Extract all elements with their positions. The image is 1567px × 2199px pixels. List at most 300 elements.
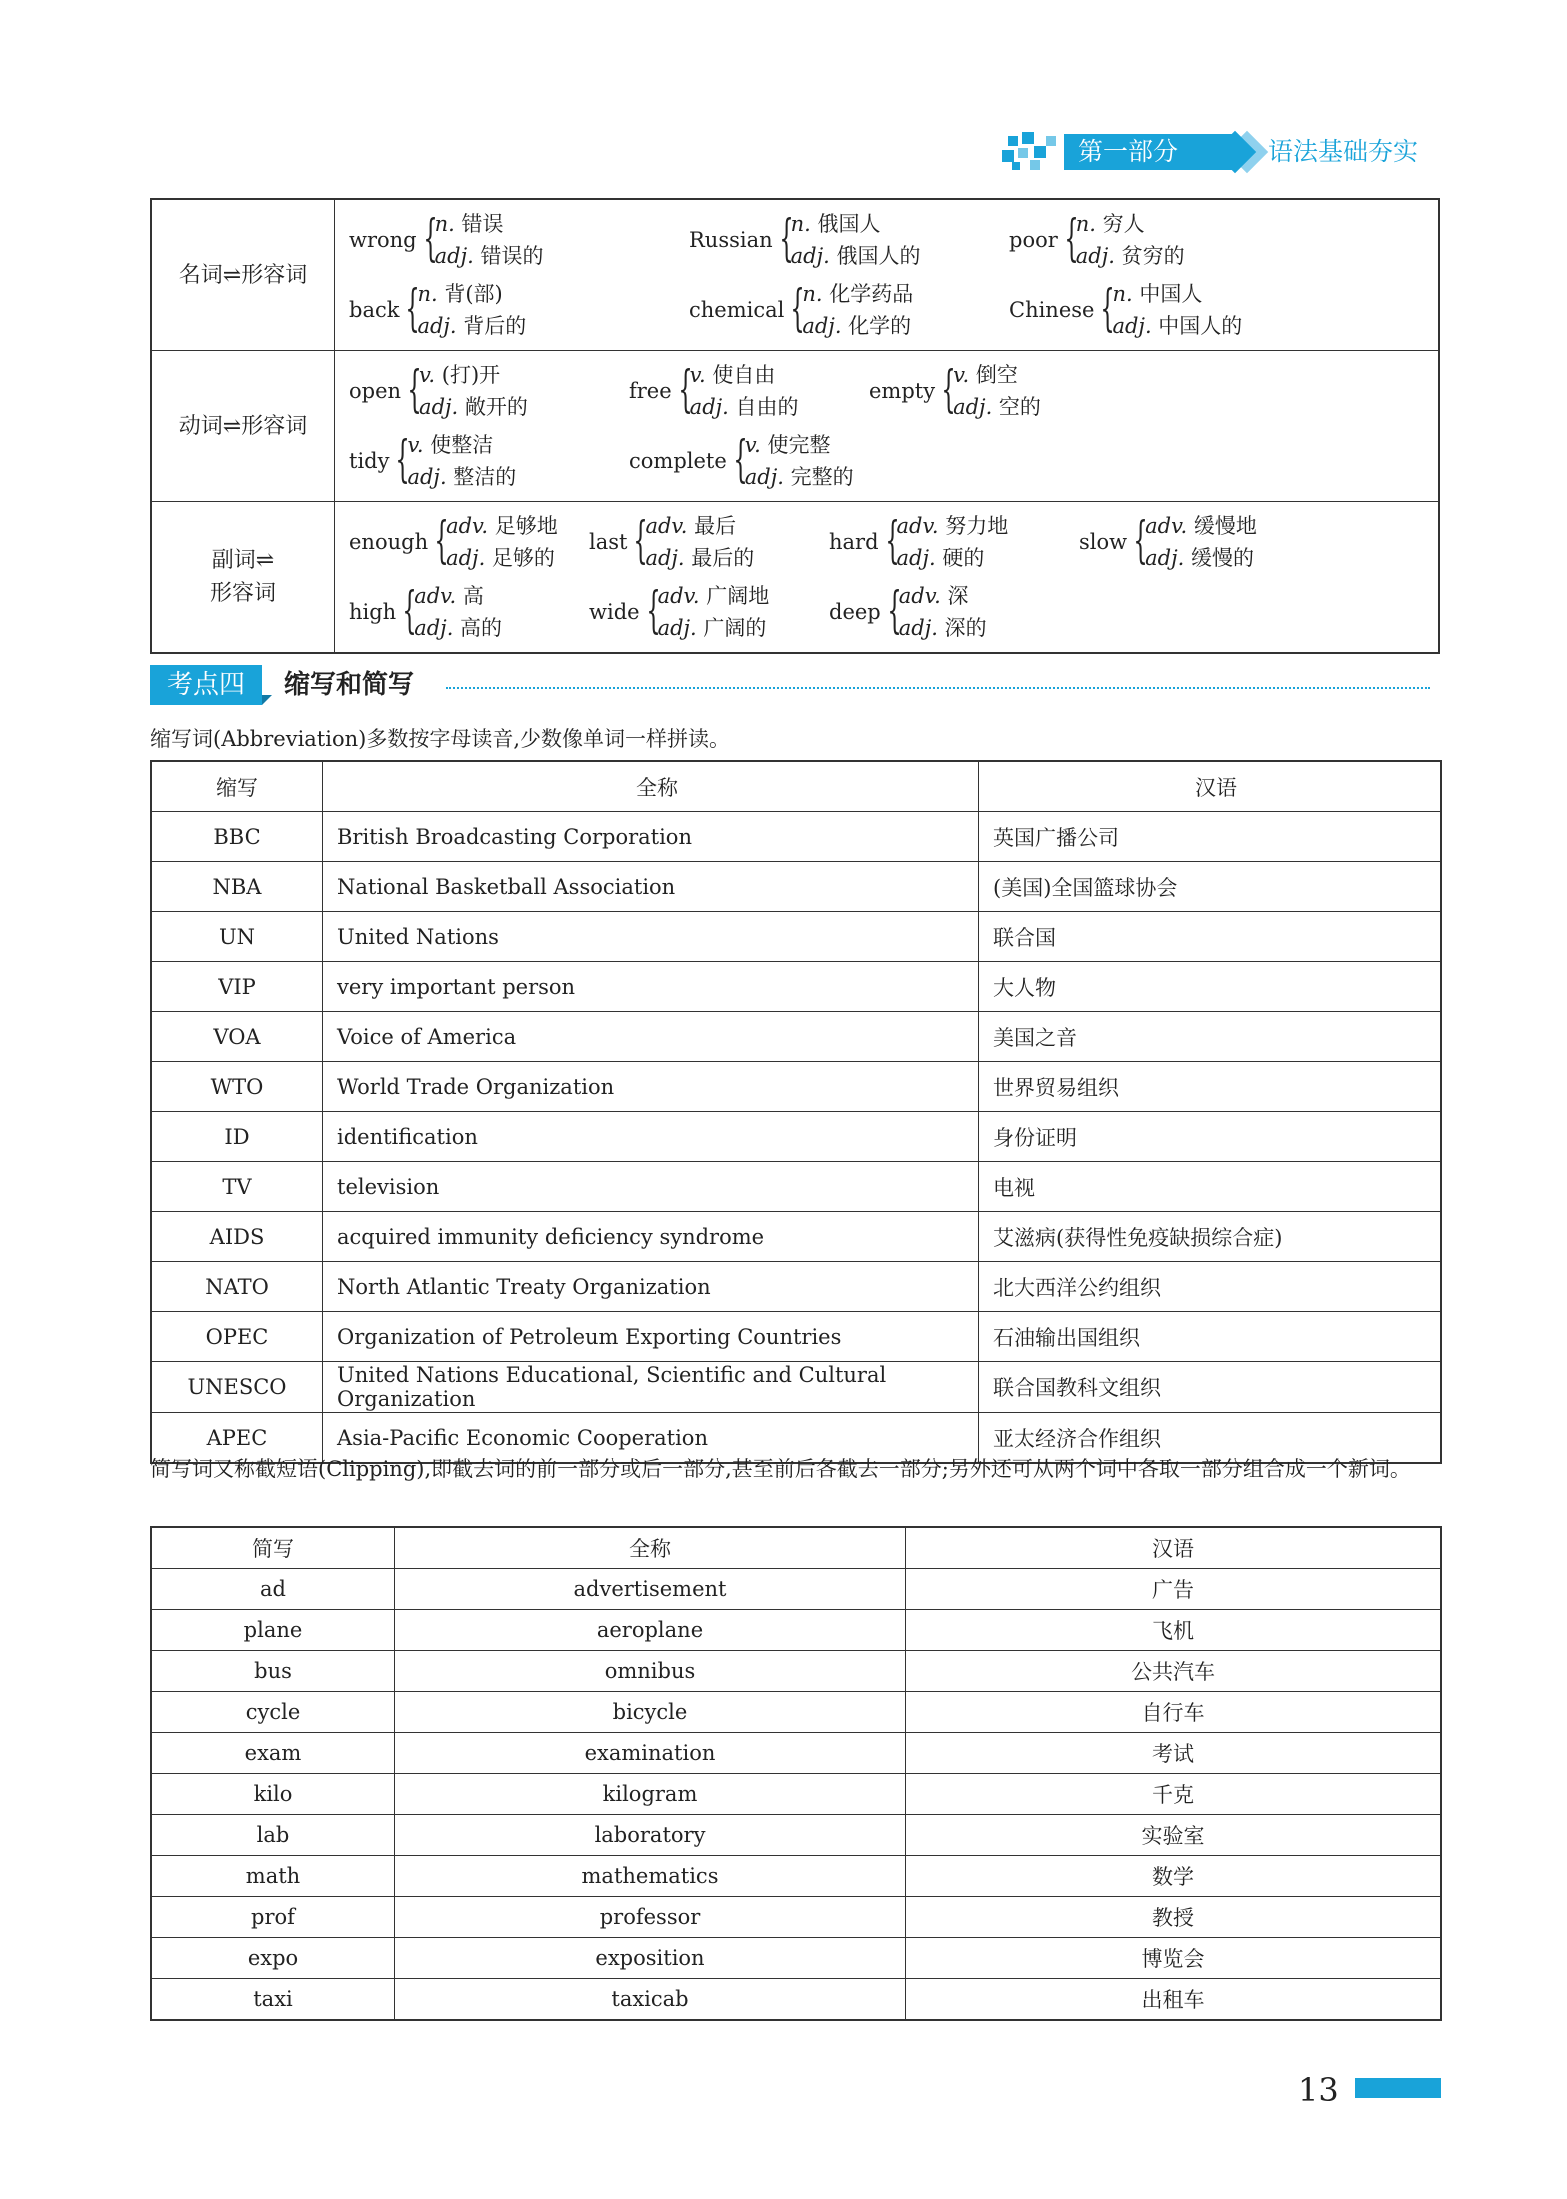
- definition-line: [658, 612, 770, 644]
- table-row: [151, 1262, 1441, 1312]
- meaning: 足够地: [488, 514, 558, 538]
- entry-grid: [349, 359, 1438, 493]
- abbreviation-table: [150, 760, 1442, 1464]
- brace-icon: {: [1133, 511, 1148, 569]
- meaning: 整洁的: [446, 465, 517, 489]
- table-row: [151, 1651, 1441, 1692]
- word-conversion-table: [150, 198, 1440, 654]
- table-cell: United Nations Educational, Scientific and Cultural Organization: [323, 1362, 979, 1413]
- table-cell: BBC: [151, 812, 323, 862]
- meaning: 中国人: [1132, 282, 1203, 306]
- definitions: [407, 429, 516, 493]
- brace-icon: {: [733, 430, 748, 488]
- definitions: [802, 278, 913, 342]
- column-header: 简写: [151, 1527, 395, 1569]
- table-cell: aeroplane: [395, 1610, 906, 1651]
- definition-line: [1076, 208, 1185, 240]
- headword: deep: [829, 600, 881, 624]
- table-cell: UN: [151, 912, 323, 962]
- definition-line: [435, 240, 544, 272]
- table-cell: 千克: [906, 1774, 1442, 1815]
- headword: hard: [829, 530, 879, 554]
- definitions: [791, 208, 921, 272]
- part-of-speech: v.: [744, 433, 761, 457]
- definitions: [899, 580, 987, 644]
- meaning: 缓慢地: [1187, 514, 1257, 538]
- part-of-speech: adv.: [414, 584, 457, 608]
- meaning: 完整的: [783, 465, 854, 489]
- headword: poor: [1009, 228, 1058, 252]
- table-cell: TV: [151, 1162, 323, 1212]
- brace-icon: {: [423, 209, 438, 267]
- headword: wide: [589, 600, 640, 624]
- section-badge: 考点四: [150, 665, 262, 705]
- definitions: [745, 429, 854, 493]
- abbreviation-intro: 缩写词(Abbreviation)多数按字母读音,少数像单词一样拼读。: [150, 727, 731, 751]
- table-cell: 艾滋病(获得性免疫缺损综合症): [979, 1212, 1442, 1262]
- meaning: 使自由: [705, 363, 776, 387]
- part-of-speech: v.: [407, 433, 424, 457]
- table-cell: math: [151, 1856, 395, 1897]
- part-of-speech: adj.: [407, 465, 447, 489]
- section-title: 缩写和简写: [284, 670, 415, 700]
- table-cell: mathematics: [395, 1856, 906, 1897]
- brace-icon: {: [407, 360, 422, 418]
- word-entry: [349, 580, 589, 644]
- table-cell: bicycle: [395, 1692, 906, 1733]
- definitions: [658, 580, 770, 644]
- word-entry: [689, 278, 1009, 342]
- table-cell: 公共汽车: [906, 1651, 1442, 1692]
- table-cell: 美国之音: [979, 1012, 1442, 1062]
- table-cell: APEC: [151, 1413, 323, 1464]
- table-cell: 实验室: [906, 1815, 1442, 1856]
- definitions: [446, 510, 558, 574]
- table-row: [151, 1733, 1441, 1774]
- headword: Russian: [689, 228, 773, 252]
- meaning: 贫穷的: [1114, 244, 1185, 268]
- brace-icon: {: [1100, 279, 1116, 337]
- meaning: 缓慢的: [1184, 546, 1254, 570]
- part-subtitle: 语法基础夯实: [1268, 137, 1419, 166]
- definition-line: [899, 580, 987, 612]
- brace-icon: {: [887, 581, 902, 639]
- brace-icon: {: [633, 511, 649, 569]
- definition-line: [435, 208, 544, 240]
- definitions: [1076, 208, 1185, 272]
- definitions: [953, 359, 1041, 423]
- definition-line: [658, 580, 770, 612]
- meaning: 化学药品: [822, 282, 914, 306]
- table-row: [151, 962, 1441, 1012]
- headword: free: [629, 379, 672, 403]
- meaning: 高的: [453, 616, 503, 640]
- definitions: [435, 208, 544, 272]
- word-entry: [829, 510, 1079, 574]
- definition-line: [417, 278, 526, 310]
- table-row: [151, 812, 1441, 862]
- part-of-speech: adj.: [896, 546, 936, 570]
- table-cell: ad: [151, 1569, 395, 1610]
- table-cell: North Atlantic Treaty Organization: [323, 1262, 979, 1312]
- table-cell: kilo: [151, 1774, 395, 1815]
- part-of-speech: adj.: [417, 314, 457, 338]
- meaning: 最后的: [684, 546, 755, 570]
- part-of-speech: adj.: [645, 546, 685, 570]
- clipping-intro: 简写词又称截短语(Clipping),即截去词的前一部分或后一部分,甚至前后各截去一部分;另外还可从两个词中各取一部分组合成一个新词。: [150, 1457, 1411, 1481]
- definitions: [419, 359, 528, 423]
- word-entry: [1079, 510, 1339, 574]
- table-row: [151, 1815, 1441, 1856]
- table-cell: 石油输出国组织: [979, 1312, 1442, 1362]
- meaning: 深: [940, 584, 969, 608]
- meaning: 硬的: [935, 546, 985, 570]
- meaning: 错误: [454, 212, 504, 236]
- definition-line: [414, 612, 502, 644]
- definition-line: [802, 310, 913, 342]
- part-of-speech: adj.: [689, 395, 729, 419]
- conversion-entries: [335, 351, 1440, 502]
- table-cell: kilogram: [395, 1774, 906, 1815]
- part-of-speech: adv.: [446, 514, 489, 538]
- definition-line: [419, 391, 528, 423]
- definition-line: [1145, 510, 1257, 542]
- definition-line: [446, 542, 558, 574]
- definition-line: [791, 208, 921, 240]
- definition-line: [1145, 542, 1257, 574]
- table-cell: lab: [151, 1815, 395, 1856]
- table-row: [151, 1162, 1441, 1212]
- definition-line: [745, 429, 854, 461]
- entry-grid: [349, 510, 1438, 644]
- headword: slow: [1079, 530, 1128, 554]
- definition-line: [407, 461, 516, 493]
- table-row: [151, 912, 1441, 962]
- table-cell: Asia-Pacific Economic Cooperation: [323, 1413, 979, 1464]
- conversion-entries: [335, 199, 1440, 351]
- pixel-logo-icon: [1000, 132, 1070, 172]
- table-header-row: [151, 761, 1441, 812]
- headword: Chinese: [1009, 298, 1095, 322]
- definition-line: [417, 310, 526, 342]
- table-cell: bus: [151, 1651, 395, 1692]
- definition-line: [745, 461, 854, 493]
- part-of-speech: adj.: [953, 395, 993, 419]
- part-of-speech: adj.: [446, 546, 486, 570]
- headword: chemical: [689, 298, 785, 322]
- word-entry: [349, 208, 689, 272]
- meaning: 自由的: [728, 395, 799, 419]
- word-entry: [349, 510, 589, 574]
- definition-line: [802, 278, 913, 310]
- category-label: 名词⇌形容词: [151, 199, 335, 351]
- page-header: [1000, 128, 1440, 176]
- column-header: 汉语: [906, 1527, 1442, 1569]
- table-cell: AIDS: [151, 1212, 323, 1262]
- dotted-divider: [446, 687, 1430, 689]
- brace-icon: {: [941, 360, 956, 418]
- definition-line: [899, 612, 987, 644]
- part-of-speech: adj.: [802, 314, 842, 338]
- meaning: 努力地: [938, 514, 1009, 538]
- word-entry: [869, 359, 1209, 423]
- part-of-speech: n.: [802, 282, 823, 306]
- definition-line: [419, 359, 528, 391]
- word-entry: [689, 208, 1009, 272]
- meaning: 中国人的: [1151, 314, 1243, 338]
- word-entry: [1009, 208, 1349, 272]
- section-heading: [150, 665, 1440, 705]
- part-of-speech: adj.: [898, 616, 938, 640]
- table-cell: 出租车: [906, 1979, 1442, 2021]
- meaning: (打)开: [435, 363, 501, 387]
- meaning: 使整洁: [423, 433, 494, 457]
- table-cell: UNESCO: [151, 1362, 323, 1413]
- brace-icon: {: [405, 279, 421, 337]
- part-of-speech: adj.: [1112, 314, 1152, 338]
- table-cell: identification: [323, 1112, 979, 1162]
- definition-line: [953, 359, 1041, 391]
- table-cell: acquired immunity deficiency syndrome: [323, 1212, 979, 1262]
- part-of-speech: n.: [417, 282, 438, 306]
- headword: open: [349, 379, 402, 403]
- word-entry: [629, 359, 869, 423]
- headword: last: [589, 530, 628, 554]
- definition-line: [690, 391, 799, 423]
- conversion-row: [151, 351, 1439, 502]
- meaning: 穷人: [1095, 212, 1145, 236]
- table-cell: omnibus: [395, 1651, 906, 1692]
- part-label: 第一部分: [1064, 134, 1234, 170]
- brace-icon: {: [402, 581, 417, 639]
- table-row: [151, 1112, 1441, 1162]
- headword: back: [349, 298, 400, 322]
- table-cell: United Nations: [323, 912, 979, 962]
- meaning: 敞开的: [458, 395, 528, 419]
- table-cell: exposition: [395, 1938, 906, 1979]
- table-row: [151, 1856, 1441, 1897]
- table-cell: 教授: [906, 1897, 1442, 1938]
- definition-line: [446, 510, 558, 542]
- part-of-speech: adv.: [645, 514, 688, 538]
- headword: enough: [349, 530, 429, 554]
- table-cell: 博览会: [906, 1938, 1442, 1979]
- definition-line: [407, 429, 516, 461]
- table-cell: (美国)全国篮球协会: [979, 862, 1442, 912]
- conversion-row: [151, 199, 1439, 351]
- table-row: [151, 1362, 1441, 1413]
- table-cell: OPEC: [151, 1312, 323, 1362]
- table-cell: very important person: [323, 962, 979, 1012]
- table-row: [151, 1012, 1441, 1062]
- part-of-speech: adj.: [419, 395, 459, 419]
- headword: complete: [629, 449, 727, 473]
- table-cell: 电视: [979, 1162, 1442, 1212]
- table-cell: NBA: [151, 862, 323, 912]
- headword: high: [349, 600, 397, 624]
- headword: wrong: [349, 228, 417, 252]
- table-cell: VOA: [151, 1012, 323, 1062]
- table-cell: 广告: [906, 1569, 1442, 1610]
- definition-line: [690, 359, 799, 391]
- table-cell: NATO: [151, 1262, 323, 1312]
- definitions: [417, 278, 526, 342]
- definition-line: [645, 510, 754, 542]
- column-header: 全称: [323, 761, 979, 812]
- table-row: [151, 1692, 1441, 1733]
- part-of-speech: v.: [689, 363, 706, 387]
- table-cell: advertisement: [395, 1569, 906, 1610]
- definition-line: [645, 542, 754, 574]
- meaning: 背(部): [437, 282, 503, 306]
- part-of-speech: n.: [1075, 212, 1096, 236]
- table-cell: Voice of America: [323, 1012, 979, 1062]
- table-cell: 考试: [906, 1733, 1442, 1774]
- table-cell: Organization of Petroleum Exporting Countries: [323, 1312, 979, 1362]
- table-row: [151, 1610, 1441, 1651]
- brace-icon: {: [1064, 209, 1079, 267]
- table-cell: 世界贸易组织: [979, 1062, 1442, 1112]
- table-cell: television: [323, 1162, 979, 1212]
- category-label: 副词⇌ 形容词: [151, 502, 335, 654]
- brace-icon: {: [678, 360, 693, 418]
- table-cell: taxicab: [395, 1979, 906, 2021]
- brace-icon: {: [790, 279, 806, 337]
- table-cell: 数学: [906, 1856, 1442, 1897]
- entry-grid: [349, 208, 1438, 342]
- column-header: 全称: [395, 1527, 906, 1569]
- table-cell: 大人物: [979, 962, 1442, 1012]
- meaning: 化学的: [841, 314, 912, 338]
- table-cell: 联合国教科文组织: [979, 1362, 1442, 1413]
- part-of-speech: adj.: [790, 244, 830, 268]
- conversion-entries: [335, 502, 1440, 654]
- page-number: 13: [1298, 2071, 1339, 2109]
- definitions: [897, 510, 1009, 574]
- brace-icon: {: [779, 209, 794, 267]
- table-row: [151, 1312, 1441, 1362]
- column-header: 汉语: [979, 761, 1442, 812]
- table-cell: taxi: [151, 1979, 395, 2021]
- meaning: 足够的: [485, 546, 555, 570]
- table-cell: 亚太经济合作组织: [979, 1413, 1442, 1464]
- part-of-speech: adj.: [1145, 546, 1185, 570]
- table-cell: 英国广播公司: [979, 812, 1442, 862]
- meaning: 高: [456, 584, 484, 608]
- brace-icon: {: [395, 430, 411, 488]
- part-of-speech: n.: [790, 212, 811, 236]
- table-cell: 自行车: [906, 1692, 1442, 1733]
- part-of-speech: adj.: [414, 616, 454, 640]
- part-of-speech: n.: [434, 212, 455, 236]
- table-cell: cycle: [151, 1692, 395, 1733]
- meaning: 俄国人: [810, 212, 881, 236]
- part-of-speech: adj.: [434, 244, 474, 268]
- table-header-row: [151, 1527, 1441, 1569]
- table-cell: British Broadcasting Corporation: [323, 812, 979, 862]
- meaning: 广阔的: [696, 616, 767, 640]
- part-of-speech: adv.: [898, 584, 941, 608]
- definitions: [645, 510, 754, 574]
- meaning: 错误的: [473, 244, 544, 268]
- meaning: 深的: [937, 616, 987, 640]
- word-entry: [349, 278, 689, 342]
- meaning: 最后: [687, 514, 737, 538]
- word-entry: [629, 429, 869, 493]
- table-row: [151, 1938, 1441, 1979]
- part-of-speech: v.: [419, 363, 436, 387]
- table-cell: World Trade Organization: [323, 1062, 979, 1112]
- part-of-speech: adj.: [1075, 244, 1115, 268]
- table-cell: 身份证明: [979, 1112, 1442, 1162]
- brace-icon: {: [884, 511, 900, 569]
- definitions: [414, 580, 502, 644]
- category-label: 动词⇌形容词: [151, 351, 335, 502]
- definition-line: [791, 240, 921, 272]
- table-cell: exam: [151, 1733, 395, 1774]
- definitions: [1112, 278, 1242, 342]
- table-cell: National Basketball Association: [323, 862, 979, 912]
- part-of-speech: adv.: [1145, 514, 1188, 538]
- meaning: 空的: [992, 395, 1041, 419]
- clipping-table: [150, 1526, 1442, 2021]
- word-entry: [349, 429, 629, 493]
- definition-line: [897, 510, 1009, 542]
- headword: tidy: [349, 449, 390, 473]
- conversion-row: [151, 502, 1439, 654]
- table-cell: VIP: [151, 962, 323, 1012]
- word-entry: [829, 580, 1079, 644]
- part-of-speech: adj.: [744, 465, 784, 489]
- meaning: 广阔地: [699, 584, 770, 608]
- definition-line: [1076, 240, 1185, 272]
- brace-icon: {: [645, 581, 661, 639]
- part-of-speech: adj.: [657, 616, 697, 640]
- definition-line: [1112, 278, 1242, 310]
- brace-icon: {: [434, 511, 449, 569]
- table-cell: examination: [395, 1733, 906, 1774]
- definition-line: [897, 542, 1009, 574]
- part-of-speech: adv.: [657, 584, 700, 608]
- definitions: [1145, 510, 1257, 574]
- word-entry: [589, 510, 829, 574]
- part-of-speech: v.: [953, 363, 970, 387]
- table-row: [151, 1979, 1441, 2021]
- definitions: [690, 359, 799, 423]
- part-of-speech: adv.: [896, 514, 939, 538]
- column-header: 缩写: [151, 761, 323, 812]
- word-entry: [589, 580, 829, 644]
- word-entry: [1009, 278, 1349, 342]
- page-number-bar: [1355, 2078, 1441, 2098]
- table-row: [151, 1569, 1441, 1610]
- headword: empty: [869, 379, 936, 403]
- definition-line: [1112, 310, 1242, 342]
- table-row: [151, 1774, 1441, 1815]
- table-cell: prof: [151, 1897, 395, 1938]
- table-cell: 联合国: [979, 912, 1442, 962]
- table-row: [151, 1062, 1441, 1112]
- table-cell: laboratory: [395, 1815, 906, 1856]
- definition-line: [414, 580, 502, 612]
- definition-line: [953, 391, 1041, 423]
- table-cell: WTO: [151, 1062, 323, 1112]
- table-cell: professor: [395, 1897, 906, 1938]
- meaning: 倒空: [969, 363, 1018, 387]
- meaning: 使完整: [760, 433, 831, 457]
- meaning: 俄国人的: [829, 244, 921, 268]
- meaning: 背后的: [456, 314, 527, 338]
